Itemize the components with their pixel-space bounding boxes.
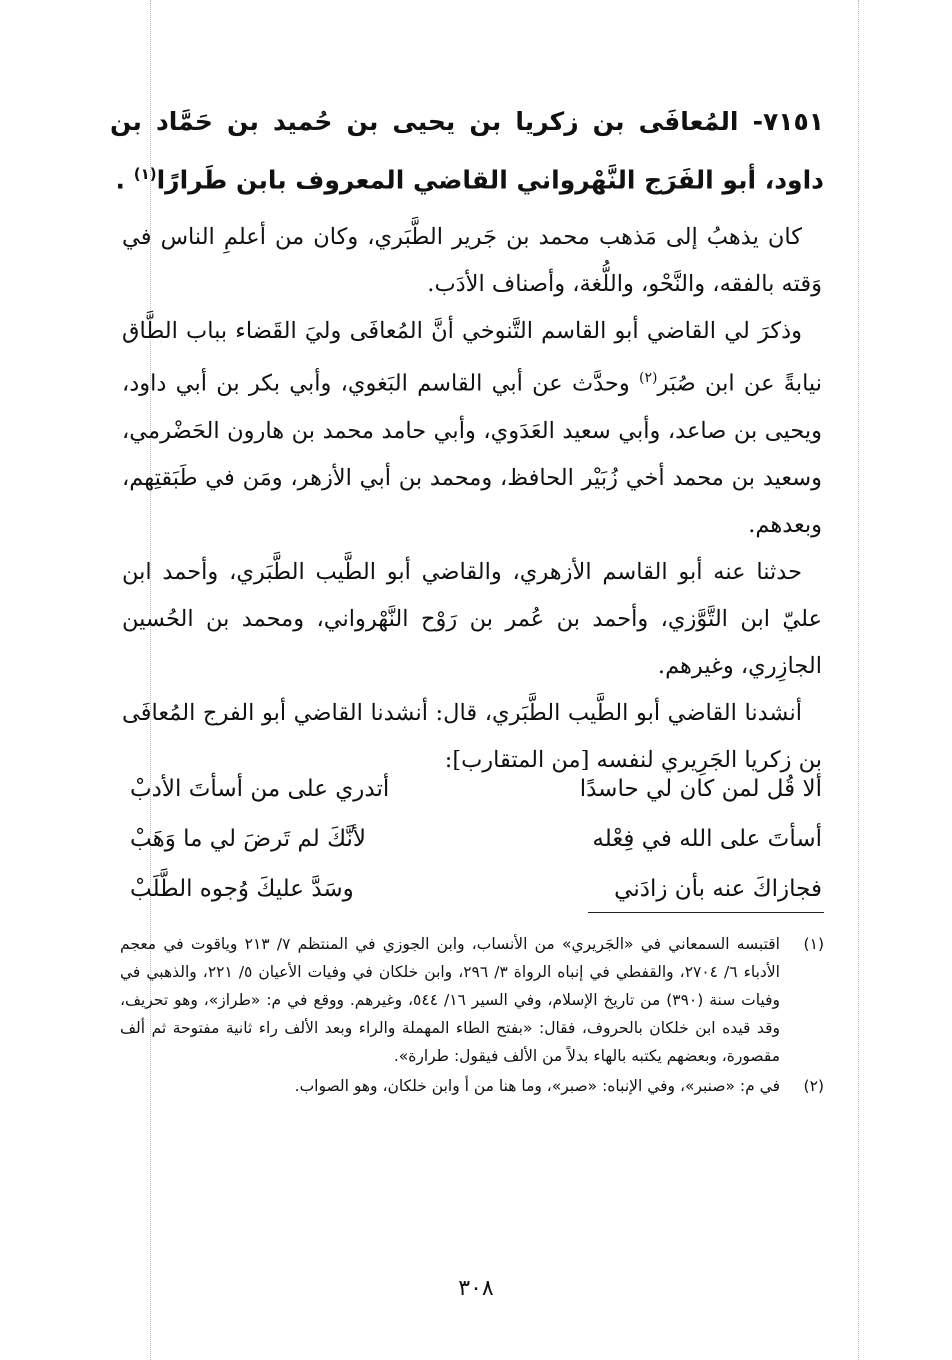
paragraph-1: كان يذهبُ إلى مَذهب محمد بن جَرير الطَّبَري، وكان من أعلمِ الناس في وَقته بالفقه، والنَّحْو، واللُّغة، وأصناف الأدَب.	[122, 224, 822, 297]
entry-heading-end: .	[115, 165, 134, 195]
scan-artifact-line	[858, 0, 859, 1360]
verse-second-hemistich: أتدري على من أسأتَ الأدبْ	[130, 776, 390, 802]
verse-second-hemistich: لأنَّكَ لم تَرضَ لي ما وَهَبْ	[130, 826, 366, 852]
footnote-ref-2[interactable]: (٢)	[638, 370, 658, 386]
footnote-2	[120, 1072, 824, 1100]
paragraph-2	[122, 308, 822, 549]
verse-first-hemistich: ألا قُل لمن كان لي حاسدًا	[579, 776, 822, 802]
page-number: ٣٠٨	[458, 1276, 494, 1301]
poem	[130, 764, 822, 914]
footnote-text: في م: «صنبر»، وفي الإنباه: «صبر»، وما هنا من أ وابن خلكان، وهو الصواب.	[294, 1077, 780, 1095]
footnote-number: (٢)	[803, 1077, 824, 1095]
footnote-text: اقتبسه السمعاني في «الجَريري» من الأنساب، وابن الجوزي في المنتظم ٧/ ٢١٣ وياقوت في معجم الأدباء ٦/ ٢٧٠٤، والقفطي في إنباه الرواة ٣/ ٢٩٦، وابن خلكان في وفيات الأعيان ٥/ ٢٢١، والذهبي في وفيات سنة (٣٩٠) من تاريخ الإسلام، وفي السير ١٦/ ٥٤٤، وغيرهم. ووقع في م: «طراز»، وهو تحريف، وقد قيده ابن خلكان بالحروف، فقال: «بفتح الطاء المهملة والراء وبعد الألف راء ثانية مفتوحة ثم ألف مقصورة، وبعضهم يكتبه بالهاء بدلاً من الألف فيقول: طرارة».	[120, 935, 781, 1065]
entry-heading	[110, 96, 824, 206]
entry-body	[122, 214, 822, 784]
poem-verse	[130, 814, 822, 864]
verse-first-hemistich: فجازاكَ عنه بأن زادَني	[614, 876, 822, 902]
paragraph-4: أنشدنا القاضي أبو الطَّيب الطَّبَري، قال: أنشدنا القاضي أبو الفرج المُعافَى بن زكريا الجَرِيري لنفسه [من المتقارب]:	[122, 699, 822, 773]
poem-verse	[130, 764, 822, 814]
footnote-divider	[588, 912, 824, 913]
entry-heading-text: ٧١٥١- المُعافَى بن زكريا بن يحيى بن حُميد بن حَمَّاد بن داود، أبو الفَرَج النَّهْرواني القاضي المعروف بابن طَرارًا	[110, 107, 824, 195]
poem-verse	[130, 864, 822, 914]
verse-second-hemistich: وسَدَّ عليكَ وُجوه الطَّلَبْ	[130, 876, 354, 902]
paragraph-3: حدثنا عنه أبو القاسم الأزهري، والقاضي أبو الطَّيب الطَّبَري، وأحمد ابن عليّ ابن التَّوَّزي، وأحمد بن عُمر بن رَوْح النَّهْرواني، ومحمد بن الحُسين الجازِري، وغيرهم.	[122, 558, 822, 679]
footnote-1	[120, 930, 824, 1070]
verse-first-hemistich: أسأتَ على الله في فِعْله	[592, 826, 822, 852]
footnote-number: (١)	[803, 935, 824, 953]
paragraph-2-part2: وحدَّث عن أبي القاسم البَغوي، وأبي بكر بن أبي داود، ويحيى بن صاعد، وأبي سعيد العَدَوي، وأبي حامد محمد بن هارون الحَضْرمي، وسعيد بن محمد أخي زُبَيْر الحافظ، ومحمد بن أبي الأزهر، ومَن في طَبَقتِهم، وبعدهم.	[122, 370, 822, 538]
paragraph-2-part1: وذكرَ لي القاضي أبو القاسم التَّنوخي أنَّ المُعافَى وليَ القَضاء بباب الطَّاق نيابةً عن ابن صُبَر	[122, 318, 822, 397]
footnotes	[120, 930, 824, 1102]
footnote-ref-1[interactable]: (١)	[133, 165, 157, 183]
